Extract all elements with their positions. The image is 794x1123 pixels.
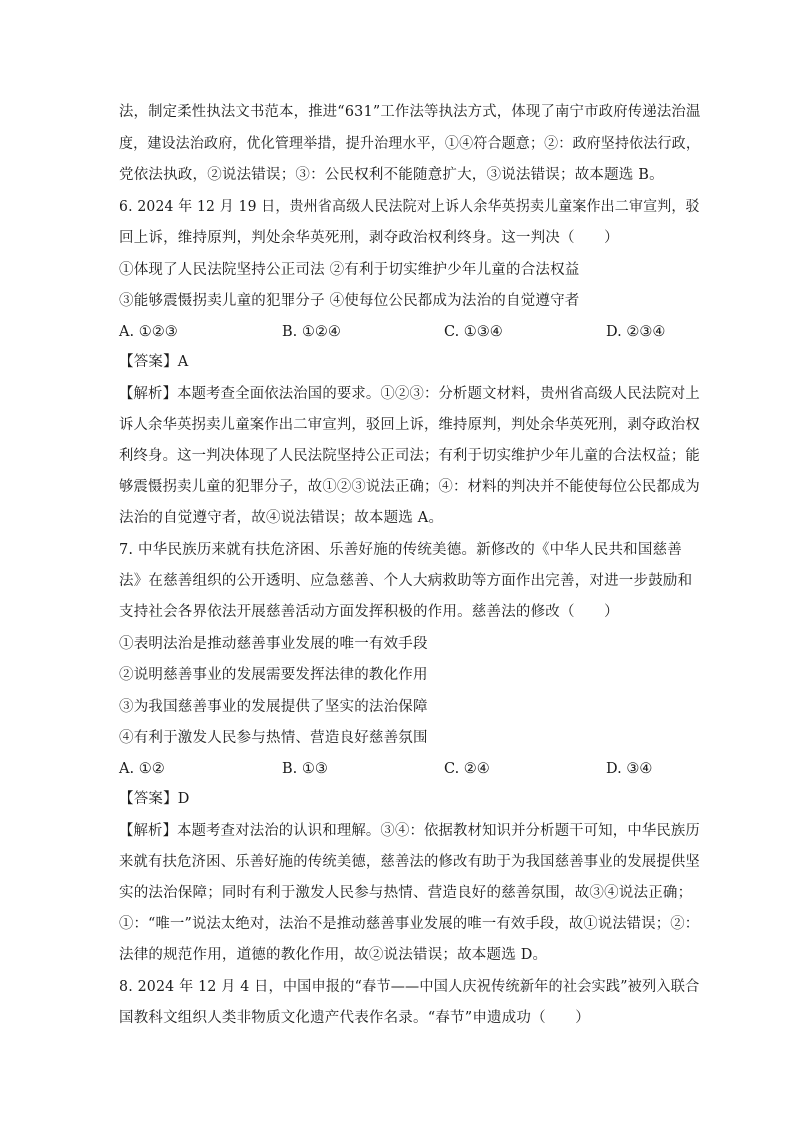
question-7-analysis: 实的法治保障；同时有利于激发人民参与热情、营造良好的慈善氛围，故③④说法正确；: [119, 885, 693, 901]
question-7-option-a: A. ①②: [119, 761, 165, 777]
question-6-option-c: C. ①③④: [444, 324, 503, 340]
question-7-stem: 支持社会各界依法开展慈善活动方面发挥积极的作用。慈善法的修改（ ）: [119, 604, 619, 620]
question-7-statement: ①表明法治是推动慈善事业发展的唯一有效手段: [119, 636, 428, 652]
question-6-option-a: A. ①②③: [119, 324, 178, 340]
text-line: 度，建设法治政府，优化管理举措，提升治理水平，①④符合题意；②：政府坚持依法行政，: [119, 136, 701, 152]
question-7-statement: ③为我国慈善事业的发展提供了坚实的法治保障: [119, 699, 428, 715]
question-6-statement: ③能够震慑拐卖儿童的犯罪分子 ④使每位公民都成为法治的自觉遵守者: [119, 293, 580, 309]
question-7-analysis: 法律的规范作用，道德的教化作用，故②说法错误；故本题选 D。: [119, 947, 548, 963]
question-7-option-b: B. ①③: [282, 761, 328, 777]
question-8-stem: 国教科文组织人类非物质文化遗产代表作名录。“春节”申遗成功（ ）: [119, 1010, 590, 1026]
question-6-analysis: 【解析】本题考查全面依法治国的要求。①②③：分析题文材料，贵州省高级人民法院对上: [119, 386, 700, 402]
question-7-stem: 法》在慈善组织的公开透明、应急慈善、个人大病救助等方面作出完善，对进一步鼓励和: [119, 573, 693, 589]
question-6-stem: 回上诉，维持原判，判处余华英死刑，剥夺政治权利终身。这一判决（ ）: [119, 230, 619, 246]
question-6-statement: ①体现了人民法院坚持公正司法 ②有利于切实维护少年儿童的合法权益: [119, 262, 580, 278]
question-8-stem: 8. 2024 年 12 月 4 日，中国申报的“春节——中国人庆祝传统新年的社会实践”被列入联合: [119, 979, 700, 995]
question-6-answer: 【答案】A: [119, 354, 189, 370]
question-7-answer: 【答案】D: [119, 791, 190, 807]
question-7-statement: ④有利于激发人民参与热情、营造良好慈善氛围: [119, 730, 428, 746]
question-7-analysis: ①：“唯一”说法太绝对，法治不是推动慈善事业发展的唯一有效手段，故①说法错误；②：: [119, 916, 700, 932]
question-6-analysis: 利终身。这一判决体现了人民法院坚持公正司法；有利于切实维护少年儿童的合法权益；能: [119, 448, 700, 464]
question-7-analysis: 【解析】本题考查对法治的认识和理解。③④：依据教材知识并分析题干可知，中华民族历: [119, 823, 700, 839]
question-7-statement: ②说明慈善事业的发展需要发挥法律的教化作用: [119, 667, 428, 683]
question-7-option-d: D. ③④: [606, 761, 653, 777]
question-6-option-b: B. ①②④: [282, 324, 341, 340]
question-7-stem: 7. 中华民族历来就有扶危济困、乐善好施的传统美德。新修改的《中华人民共和国慈善: [119, 542, 682, 558]
text-line: 党依法执政，②说法错误；③：公民权利不能随意扩大，③说法错误；故本题选 B。: [119, 167, 664, 183]
question-6-stem: 6. 2024 年 12 月 19 日，贵州省高级人民法院对上诉人余华英拐卖儿童案作出二审宣判，驳: [119, 199, 700, 215]
question-7-option-c: C. ②④: [444, 761, 490, 777]
question-6-analysis: 够震慑拐卖儿童的犯罪分子，故①②③说法正确；④：材料的判决并不能使每位公民都成为: [119, 479, 700, 495]
question-7-analysis: 来就有扶危济困、乐善好施的传统美德，慈善法的修改有助于为我国慈善事业的发展提供坚: [119, 854, 700, 870]
question-6-option-d: D. ②③④: [606, 324, 666, 340]
text-line: 法，制定柔性执法文书范本，推进“631”工作法等执法方式，体现了南宁市政府传递法治温: [119, 104, 701, 120]
question-6-analysis: 法治的自觉遵守者，故④说法错误；故本题选 A。: [119, 510, 444, 526]
question-6-analysis: 诉人余华英拐卖儿童案作出二审宣判，驳回上诉，维持原判，判处余华英死刑，剥夺政治权: [119, 417, 700, 433]
